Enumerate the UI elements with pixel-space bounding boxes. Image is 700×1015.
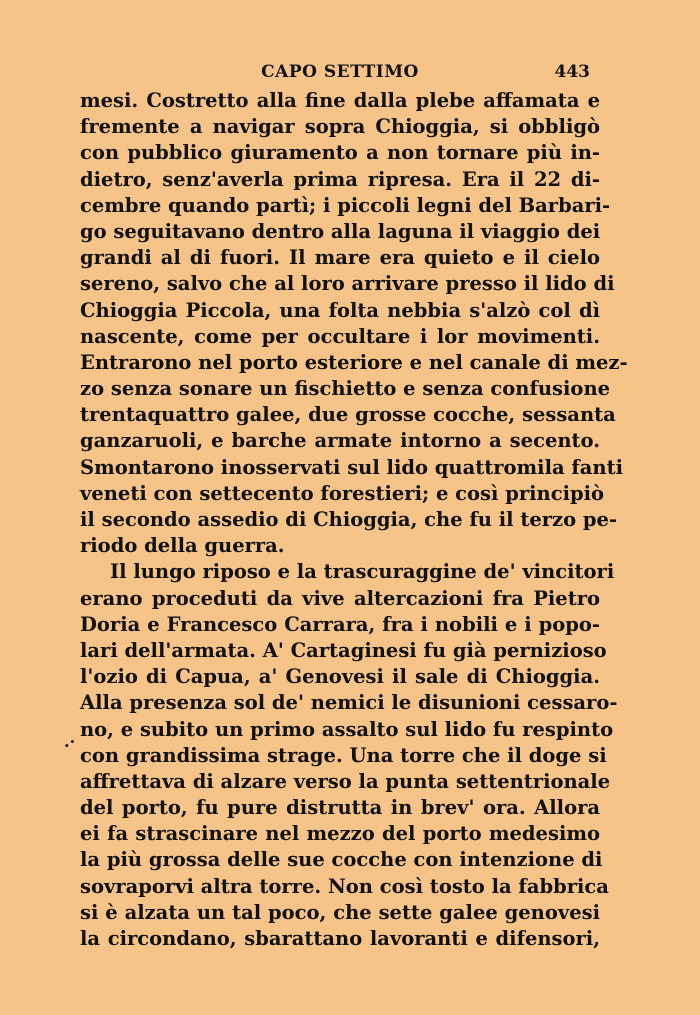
running-header [80, 62, 600, 86]
paragraph-end-line: riodo della guerra. [80, 534, 285, 558]
text-line: la più grossa delle sue cocche con intenzione di [80, 848, 603, 872]
page-number: 443 [554, 62, 590, 82]
text-line: con grandissima strage. Una torre che il doge si [80, 743, 607, 767]
text-line: Smontarono inosservati sul lido quattromila fanti [80, 455, 624, 479]
margin-mark: .· [64, 732, 76, 751]
text-line: no, e subito un primo assalto sul lido fu respinto [80, 717, 614, 741]
body-text [80, 88, 628, 952]
text-line: lari dell'armata. A' Cartaginesi fu già pernizioso [80, 638, 607, 662]
text-line: affrettava di alzare verso la punta settentrionale [80, 769, 611, 793]
text-line: Entrarono nel porto esteriore e nel canale di mez- [80, 350, 628, 374]
chapter-title: CAPO SETTIMO [261, 62, 419, 82]
text-line: si è alzata un tal poco, che sette galee genovesi [80, 900, 600, 924]
paragraph-start-line: Il lungo riposo e la trascuraggine de' vincitori [110, 560, 615, 584]
text-line: ei fa strascinare nel mezzo del porto medesimo [80, 822, 600, 846]
text-line: Doria e Francesco Carrara, fra i nobili e i popo- [80, 612, 600, 636]
text-line: cembre quando partì; i piccoli legni del Barbari- [80, 193, 611, 217]
text-line: del porto, fu pure distrutta in brev' ora. Allora [80, 796, 600, 820]
text-line: dietro, senz'averla prima ripresa. Era il 22 di- [80, 167, 600, 191]
text-line: veneti con settecento forestieri; e così principiò [80, 481, 605, 505]
text-line: grandi al di fuori. Il mare era quieto e il cielo [80, 246, 600, 270]
text-line: trentaquattro galee, due grosse cocche, sessanta [80, 403, 616, 427]
text-line: fremente a navigar sopra Chioggia, si obbligò [80, 115, 600, 139]
text-line: erano proceduti da vive altercazioni fra Pietro [80, 586, 600, 610]
text-line: la circondano, sbarattano lavoranti e difensori, [80, 927, 600, 950]
text-line: go seguitavano dentro alla laguna il viaggio dei [80, 219, 601, 243]
text-line: nascente, come per occultare i lor movimenti. [80, 324, 600, 348]
text-line: con pubblico giuramento a non tornare più in- [80, 141, 600, 165]
text-line: mesi. Costretto alla fine dalla plebe affamata e [80, 89, 600, 112]
text-line: il secondo assedio di Chioggia, che fu il terzo pe- [80, 508, 618, 531]
text-line: sereno, salvo che al loro arrivare presso il lido di [80, 272, 615, 296]
text-line: Alla presenza sol de' nemici le disunioni cessaro- [80, 691, 618, 715]
text-line: l'ozio di Capua, a' Genovesi il sale di Chioggia. [80, 665, 600, 689]
text-line: ganzaruoli, e barche armate intorno a secento. [80, 429, 600, 453]
text-line: sovraporvi altra torre. Non così tosto la fabbrica [80, 874, 609, 898]
text-line: Chioggia Piccola, una folta nebbia s'alzò col dì [80, 298, 600, 322]
text-line: zo senza sonare un fischietto e senza confusione [80, 377, 611, 401]
